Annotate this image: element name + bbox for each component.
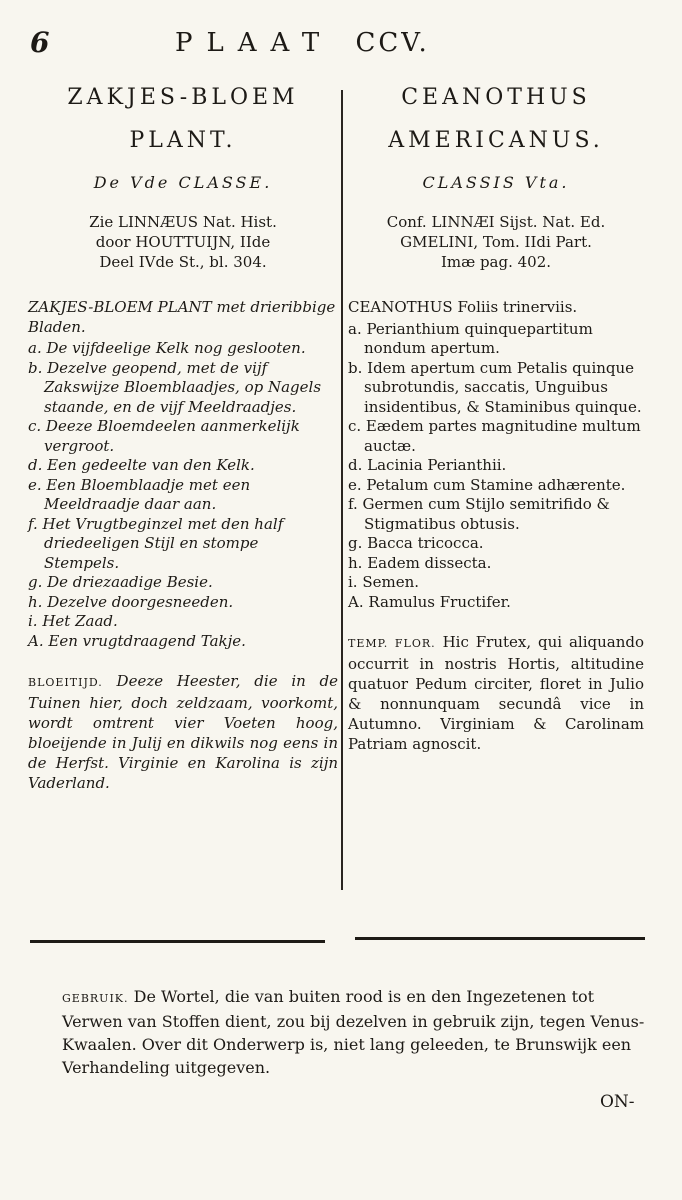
dutch-intro: ZAKJES-BLOEM PLANT met drieribbige Bladen.	[28, 298, 336, 336]
dutch-classe: De Vde CLASSE.	[93, 173, 273, 192]
page-number: 6	[30, 26, 50, 59]
latin-ref-line: GMELINI, Tom. IIdi Part.	[400, 233, 592, 251]
latin-item: b. Idem apertum cum Petalis quinque subrotundis, saccatis, Unguibus insidentibus, & Staminibus quinque.	[348, 358, 642, 416]
dutch-column	[28, 78, 338, 793]
latin-ref-line: Conf. LINNÆI Sijst. Nat. Ed.	[386, 213, 606, 231]
column-divider	[341, 90, 343, 890]
latin-title-line2: AMERICANUS.	[388, 128, 604, 153]
plate-word: PLAAT	[175, 28, 334, 58]
dutch-item: a. De vijfdeelige Kelk nog geslooten.	[28, 339, 306, 357]
catchword: ON-	[600, 1092, 635, 1112]
latin-item: f. Germen cum Stijlo semitrifido & Stigmatibus obtusis.	[348, 495, 610, 533]
latin-column	[348, 78, 644, 754]
latin-flowering-paragraph	[348, 632, 644, 754]
dutch-title-line2: PLANT.	[129, 128, 237, 153]
latin-items	[348, 298, 644, 612]
dutch-item: h. Dezelve doorgesneeden.	[28, 592, 234, 611]
latin-title-line1: CEANOTHUS	[401, 85, 591, 110]
dutch-item: e. Een Bloemblaadje met een Meeldraadje daar aan.	[28, 475, 251, 513]
plate-heading	[175, 28, 430, 58]
latin-flowering-text: Hic Frutex, qui aliquando occurrit in nostris Hortis, altitudine quatuor Pedum circiter, floret in Julio & nonnunquam secundâ vice in Autumno. Virginiam & Carolinam Patriam agnoscit.	[348, 633, 644, 753]
usage-text: De Wortel, die van buiten rood is en den Ingezetenen tot Verwen van Stoffen dient, zou bij dezelven in gebruik zijn, tegen Venus-Kwaalen. Over dit Onderwerp is, niet lang geleeden, te Brunswijk een Verhandeling uitgegeven.	[62, 987, 645, 1077]
dutch-items	[28, 298, 338, 651]
dutch-ref-line: Zie LINNÆUS Nat. Hist.	[89, 213, 277, 231]
latin-item: h. Eadem dissecta.	[348, 553, 492, 572]
latin-item: c. Eædem partes magnitudine multum auctæ.	[348, 417, 641, 455]
latin-item: d. Lacinia Perianthii.	[348, 456, 507, 474]
latin-item: a. Perianthium quinquepartitum nondum apertum.	[348, 319, 593, 357]
latin-item: g. Bacca tricocca.	[348, 534, 484, 552]
dutch-reference	[28, 212, 338, 272]
latin-ref-line: Imæ pag. 402.	[440, 253, 552, 271]
latin-intro: CEANOTHUS Foliis trinerviis.	[348, 298, 578, 316]
dutch-item: A. Een vrugtdraagend Takje.	[28, 631, 246, 650]
latin-classis: CLASSIS Vta.	[422, 173, 570, 192]
dutch-item: b. Dezelve geopend, met de vijf Zakswijze Bloemblaadjes, op Nagels staande, en de vijf Meeldraadjes.	[28, 358, 322, 416]
dutch-item: i. Het Zaad.	[28, 612, 118, 630]
usage-paragraph	[62, 985, 652, 1079]
dutch-title-line1: ZAKJES-BLOEM	[67, 85, 299, 110]
section-rule-right	[355, 937, 645, 940]
latin-item: e. Petalum cum Stamine adhærente.	[348, 475, 626, 494]
dutch-flowering-paragraph	[28, 671, 338, 793]
section-rule-left	[30, 940, 325, 943]
latin-reference	[348, 212, 644, 272]
dutch-flowering-text: Deeze Heester, die in de Tuinen hier, doch zeldzaam, voorkomt, wordt omtrent vier Voeten hoog, bloeijende in Julij en dikwils nog eens in de Herfst. Virginie en Karolina is zijn Vaderland.	[28, 672, 338, 792]
latin-item: A. Ramulus Fructifer.	[348, 592, 511, 611]
dutch-flowering-label: BLOEITIJD.	[28, 676, 103, 689]
latin-item: i. Semen.	[348, 573, 420, 591]
dutch-item: d. Een gedeelte van den Kelk.	[28, 456, 255, 474]
dutch-item: c. Deeze Bloemdeelen aanmerkelijk vergroot.	[28, 417, 300, 455]
plate-number: CCV.	[355, 28, 430, 58]
dutch-ref-line: Deel IVde St., bl. 304.	[99, 253, 267, 271]
dutch-item: f. Het Vrugtbeginzel met den half driedeeligen Stijl en stompe Stempels.	[28, 514, 284, 572]
latin-flowering-label: TEMP. FLOR.	[348, 637, 436, 650]
usage-label: GEBRUIK.	[62, 992, 129, 1005]
dutch-ref-line: door HOUTTUIJN, IIde	[95, 233, 271, 251]
dutch-item: g. De driezaadige Besie.	[28, 573, 213, 591]
